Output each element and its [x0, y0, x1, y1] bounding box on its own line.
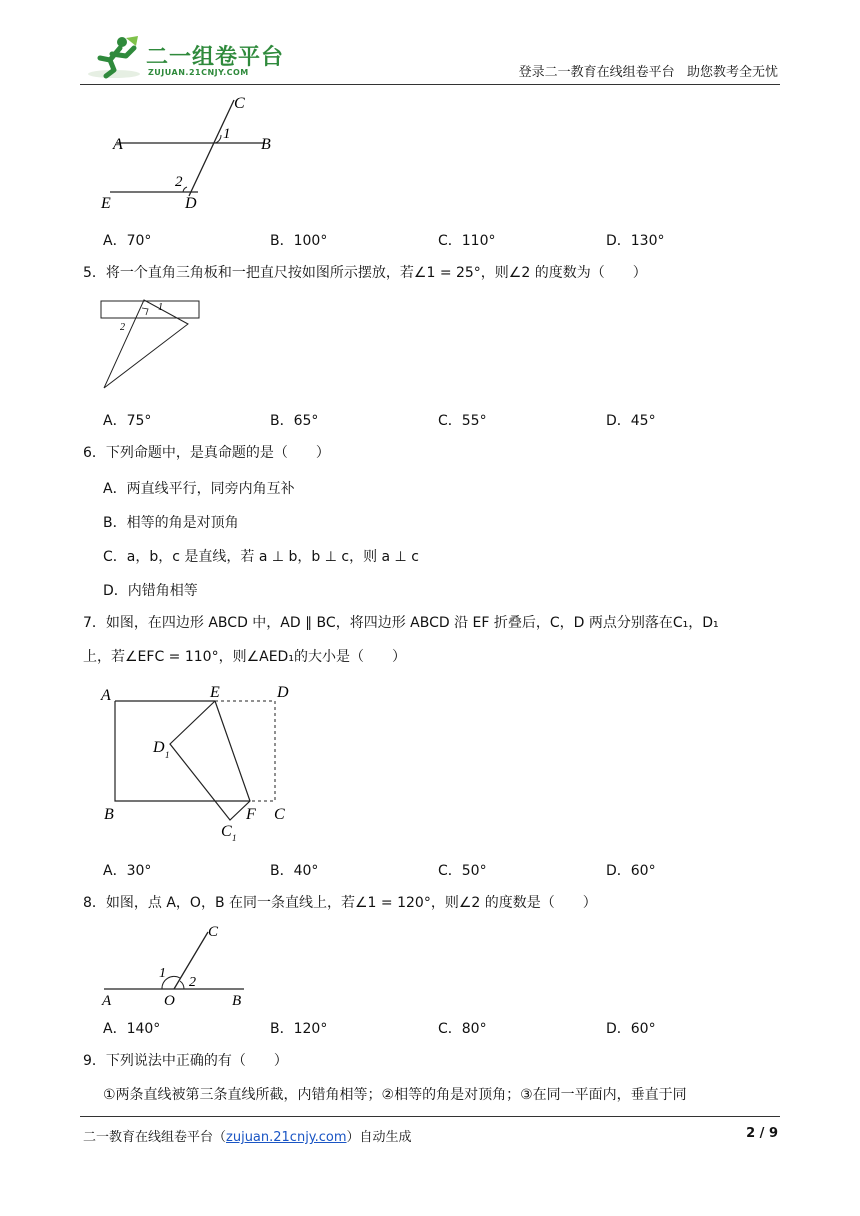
logo-url: ZUJUAN.21CNJY.COM	[148, 68, 249, 77]
q8-label-2: 2	[189, 975, 196, 990]
q4-option-c[interactable]: C．110°	[438, 233, 496, 249]
q7-option-d[interactable]: D．60°	[606, 863, 656, 879]
q7-label-D1: D	[153, 739, 165, 756]
q6-option-a[interactable]: A．两直线平行，同旁内角互补	[103, 481, 295, 497]
q5-option-b[interactable]: B．65°	[270, 413, 319, 429]
runner-logo-icon	[84, 34, 144, 80]
q4-label-D: D	[185, 195, 197, 212]
footer-link[interactable]: zujuan.21cnjy.com	[226, 1130, 347, 1145]
q8-label-A: A	[102, 993, 112, 1009]
q8-stem: 8．如图，点 A，O，B 在同一条直线上，若∠1 = 120°，则∠2 的度数是（ ）	[83, 895, 597, 911]
q8-label-B: B	[232, 993, 242, 1009]
q7-option-a[interactable]: A．30°	[103, 863, 152, 879]
q7-figure	[98, 682, 298, 842]
q4-label-B: B	[261, 136, 271, 153]
q6-option-c[interactable]: C．a，b，c 是直线，若 a ⊥ b，b ⊥ c，则 a ⊥ c	[103, 549, 419, 565]
q8-figure	[96, 920, 256, 1010]
q6-option-b[interactable]: B．相等的角是对顶角	[103, 515, 239, 531]
q7-label-C1: C	[221, 823, 232, 840]
header-logo[interactable]	[84, 34, 284, 84]
q4-label-A: A	[113, 136, 123, 153]
q4-option-d[interactable]: D．130°	[606, 233, 665, 249]
q5-option-d[interactable]: D．45°	[606, 413, 656, 429]
q8-option-a[interactable]: A．140°	[103, 1021, 161, 1037]
header-slogan: 登录二一教育在线组卷平台 助您教考全无忧	[518, 65, 778, 80]
q8-label-1: 1	[159, 966, 166, 981]
q7-label-B: B	[104, 806, 114, 823]
q5-label-2: 2	[120, 322, 125, 333]
q7-label-E: E	[210, 684, 220, 701]
q6-option-d[interactable]: D．内错角相等	[103, 583, 198, 599]
q5-stem: 5．将一个直角三角板和一把直尺按如图所示摆放，若∠1 = 25°，则∠2 的度数为（ ）	[83, 265, 647, 281]
footer-prefix: 二一教育在线组卷平台（	[83, 1130, 227, 1145]
q8-label-C: C	[208, 924, 219, 940]
q8-option-b[interactable]: B．120°	[270, 1021, 328, 1037]
header-divider	[80, 84, 780, 85]
q4-label-1: 1	[223, 126, 231, 142]
q8-label-O: O	[164, 993, 175, 1009]
q8-option-c[interactable]: C．80°	[438, 1021, 487, 1037]
q5-option-c[interactable]: C．55°	[438, 413, 487, 429]
q7-label-F: F	[246, 806, 256, 823]
q4-label-E: E	[101, 195, 111, 212]
q7-label-A: A	[101, 687, 111, 704]
q6-stem: 6．下列命题中，是真命题的是（ ）	[83, 445, 330, 461]
q8-option-d[interactable]: D．60°	[606, 1021, 656, 1037]
page-number: 2 / 9	[746, 1126, 778, 1141]
footer-source	[83, 1126, 412, 1145]
q7-stem-line1: 7．如图，在四边形 ABCD 中，AD ∥ BC，将四边形 ABCD 沿 EF 折叠后，C，D 两点分别落在C₁，D₁	[83, 615, 719, 631]
q7-label-D: D	[277, 684, 289, 701]
q5-figure	[96, 296, 206, 396]
q7-label-C1-sub: 1	[232, 833, 237, 842]
q9-stem: 9．下列说法中正确的有（ ）	[83, 1053, 288, 1069]
q4-label-C: C	[234, 95, 245, 112]
q4-option-b[interactable]: B．100°	[270, 233, 328, 249]
q7-stem-line2: 上，若∠EFC = 110°，则∠AED₁的大小是（ ）	[83, 649, 406, 665]
q7-label-C: C	[274, 806, 285, 823]
logo-title: 二一组卷平台	[146, 45, 285, 70]
q4-option-a[interactable]: A．70°	[103, 233, 152, 249]
footer-suffix: ）自动生成	[346, 1130, 412, 1145]
q4-figure	[95, 92, 295, 212]
q7-option-c[interactable]: C．50°	[438, 863, 487, 879]
q7-option-b[interactable]: B．40°	[270, 863, 319, 879]
footer-divider	[80, 1116, 780, 1117]
q4-label-2: 2	[175, 174, 183, 190]
q5-option-a[interactable]: A．75°	[103, 413, 152, 429]
q7-label-D1-sub: 1	[165, 750, 170, 760]
q9-statements-line: ①两条直线被第三条直线所截，内错角相等；②相等的角是对顶角；③在同一平面内，垂直于同	[103, 1087, 687, 1103]
q5-label-1: 1	[158, 302, 163, 313]
